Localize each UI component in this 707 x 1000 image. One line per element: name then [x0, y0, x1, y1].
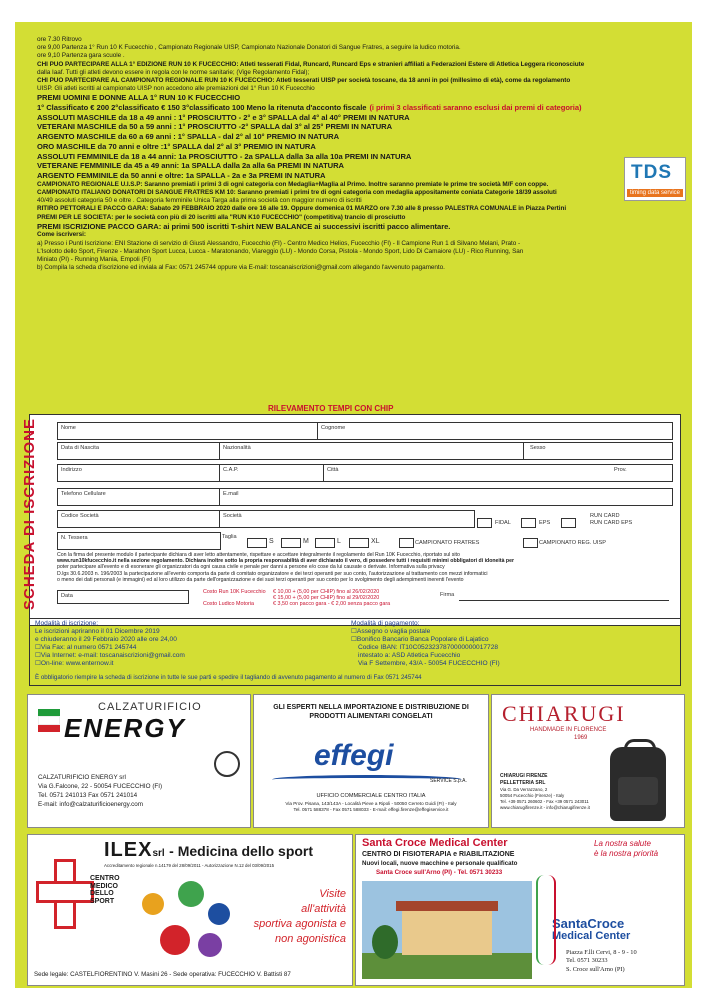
label-tel: Telefono Cellulare	[61, 491, 106, 497]
pag-assegno-text: Assegno o vaglia postale	[356, 627, 431, 635]
check-uisp[interactable]	[523, 538, 538, 548]
info-line	[37, 256, 687, 264]
label-email: E.mail	[223, 491, 239, 497]
info-line-text: L'Isolotto dello Sport, Firenze - Marathon Sport Lucca, Lucca - Maratonando, Viareggio (LU) - Mondo Corsa, Pistola - Mondo Sport, Lido Di Camaiore (LU) - Rico Running, San	[37, 247, 524, 255]
effegi-line: UFFICIO COMMERCIALE CENTRO ITALIA	[316, 793, 426, 799]
info-line	[37, 36, 687, 44]
check-fratres[interactable]	[399, 538, 414, 548]
field-cap[interactable]	[219, 464, 325, 482]
cost-value: € 3,50 con pacco gara - € 2,00 senza pacco gara	[273, 601, 391, 607]
info-line	[37, 103, 687, 113]
ad-santacroce	[355, 834, 685, 986]
label-codice: Codice Società	[61, 513, 99, 519]
opt-fax: ☐Via Fax: al numero 0571 245744	[35, 643, 137, 651]
ilex-brand-text: ILEX	[104, 839, 153, 861]
info-line	[37, 231, 687, 239]
field-citta[interactable]	[323, 464, 673, 482]
effegi-contacts	[260, 793, 482, 814]
label-prov: Prov.	[614, 467, 627, 473]
size-l[interactable]	[315, 538, 335, 548]
privacy-fine-print	[57, 552, 671, 583]
check-fidal[interactable]	[477, 518, 492, 528]
ad-ilex	[27, 834, 353, 986]
field-data-nascita[interactable]	[57, 442, 221, 460]
field-societa[interactable]	[219, 510, 475, 528]
sc-title: Santa Croce Medical Center	[362, 837, 508, 849]
size-m[interactable]	[281, 538, 301, 548]
info-line-text: ASSOLUTI MASCHILE da 18 a 49 anni : 1° PROSCIUTTO - 2° e 3° SPALLA dal 4° al 40° PREMI IN NATURA	[37, 112, 410, 122]
info-line	[37, 161, 687, 171]
slogan-line: all'attività	[301, 902, 346, 915]
info-line-text: ASSOLUTI FEMMINILE da 18 a 44 anni: 1a PROSCIUTTO - 2a SPALLA dalla 3a alla 10a PREMI IN NATURA	[37, 151, 412, 161]
mod-isc-title: Modalità di iscrizione:	[35, 620, 99, 627]
info-line	[37, 214, 687, 222]
energy-top: CALZATURIFICIO	[98, 701, 202, 713]
field-sesso[interactable]	[523, 442, 673, 460]
energy-line: E-mail: info@calzaturificioenergy.com	[38, 801, 143, 809]
info-line	[37, 152, 687, 162]
info-line	[37, 44, 687, 52]
mod-pag-title: Modalità di pagamento:	[351, 620, 420, 627]
slogan-line: non agonistica	[275, 932, 346, 945]
backpack-icon	[610, 747, 666, 821]
sc-addr	[566, 949, 637, 974]
label-firma: Firma	[440, 592, 455, 598]
field-nome[interactable]	[57, 422, 321, 440]
info-line	[37, 122, 687, 132]
cert-icon	[214, 751, 240, 777]
info-line-text: Come iscriversi:	[37, 231, 86, 239]
label-s: S	[269, 538, 274, 545]
size-xl[interactable]	[349, 538, 369, 548]
energy-brand: ENERGY	[64, 713, 186, 743]
opt-internet-text: Via Internet: e-mail: toscanaiscrizioni@gmail.com	[40, 651, 185, 659]
tds-subtitle: timing data service	[627, 189, 683, 197]
label-l: L	[337, 538, 341, 545]
chiarugi-line: Via G. Da Verrazzano, 2	[500, 787, 548, 792]
energy-line: Tel. 0571 241013 Fax 0571 241014	[38, 792, 138, 800]
info-line	[37, 69, 687, 77]
slogan-line: Visite	[319, 888, 346, 900]
info-line-text: UISP. Gli atleti iscritti al campionato UISP non accedono alle premiazioni del 1° Run 10 K Fucecchio	[37, 85, 315, 93]
info-line-text: CHI PUÒ PARTECIPARE AL CAMPIONATO REGIONALE RUN 10 K FUCECCHIO: Atleti tesserati UISP per società toscane, da 18 anni in poi (millesimo di età), come da regolamento	[37, 76, 571, 84]
chiarugi-line: www.chiarugifirenze.it - info@chiarugifirenze.it	[500, 805, 590, 811]
label-nazionalita: Nazionalità	[223, 445, 251, 451]
mod-isc-line: Le iscrizioni apriranno il 01 Dicembre 2019	[35, 627, 160, 635]
ilex-footer: Sede legale: CASTELFIORENTINO V. Masini 26 - Sede operativa: FUCECCHIO V. Battisti 87	[34, 971, 291, 978]
energy-flag-icon	[38, 709, 60, 731]
info-line	[37, 189, 687, 197]
athletes-image	[138, 873, 246, 963]
field-email[interactable]	[219, 488, 673, 506]
pag-iban: Codice IBAN: IT10C0523237870000000017728	[358, 643, 499, 651]
info-line-text: dalla Iaaf. Tutti gli atleti devono essere in regola con le norme sanitarie; (Vige Regolamento Fidal);	[37, 68, 310, 76]
costs-block	[203, 589, 390, 607]
modalita-iscrizione	[35, 620, 185, 667]
sc-brand-2: Medical Center	[552, 929, 631, 942]
info-line-text: Miniato (PI) - Running Mania, Empoli (FI)	[37, 256, 152, 263]
info-line	[37, 77, 687, 85]
info-line	[37, 264, 687, 272]
label-sesso: Sesso	[530, 445, 546, 451]
cost-label: Costo Run 10K Fucecchio	[203, 589, 266, 595]
info-line	[37, 248, 687, 256]
tds-logo	[624, 157, 686, 201]
ilex-auth: Accreditamento regionale n.14179 del 28/09/2011 - Autorizzazione N.12 del 03/09/2015	[104, 863, 275, 868]
ilex-srl: srl	[152, 848, 165, 859]
label-citta: Città	[327, 467, 339, 473]
info-line	[37, 197, 687, 205]
info-line	[37, 85, 687, 93]
sc-sub3: Santa Croce sull'Arno (PI) - Tel. 0571 30233	[376, 869, 503, 876]
cost-label: Costo Ludico Motoria	[203, 601, 254, 607]
pag-bonifico-text: Bonifico Bancario Banca Popolare di Lajatico	[356, 635, 489, 643]
chiarugi-line: CHIARUGI FIRENZE	[500, 773, 548, 779]
sc-sub1: CENTRO DI FISIOTERAPIA e RIABILITAZIONE	[362, 851, 515, 858]
effegi-line: Tel. 0571 588378 - Fax 0571 588033 - E-mail: effegi.firenze@effegiservice.it	[293, 807, 449, 813]
field-telefono[interactable]	[57, 488, 221, 506]
info-line-text: RITIRO PETTORALI E PACCO GARA: Sabato 29 FEBBRAIO 2020 dalle ore 16 alle 19. Oppure domenica 01 MARZO ore 7.30 alle 8 presso PALESTRA COMUNALE in Piazza Pertini	[37, 205, 567, 213]
field-nazionalita[interactable]	[219, 442, 525, 460]
building-image	[362, 881, 532, 979]
info-line	[37, 113, 687, 123]
opt-fax-text: Via Fax: al numero 0571 245744	[40, 643, 137, 651]
chip-timing-title: RILEVAMENTO TEMPI CON CHIP	[268, 404, 394, 413]
ilex-cross-icon	[36, 859, 88, 923]
chiarugi-tag: HANDMADE IN FLORENCE	[530, 727, 607, 733]
ad-energy	[27, 694, 251, 828]
modalita-pagamento	[351, 620, 500, 667]
info-line-text: PREMI PER LE SOCIETÀ: per le società con più di 20 iscritti alla "RUN K10 FUCECCHIO" (competitiva) trancio di prosciutto	[37, 213, 406, 221]
sc-slogan	[594, 839, 658, 860]
label-uisp: CAMPIONATO REG. UISP	[539, 540, 606, 546]
slogan-line: sportiva agonista e	[253, 917, 346, 930]
field-cognome[interactable]	[317, 422, 673, 440]
info-line-text: a) Presso i Punti Iscrizione: ENI Stazione di servizio di Giusti Alessandro, Fucecchio (FI) - Centro Medico Helios, Fucecchio (FI) - Il Campione Run 1 di Silvano Melani, Prato -	[37, 239, 521, 247]
label-nome: Nome	[61, 425, 76, 431]
chiarugi-year: 1969	[574, 735, 588, 741]
check-eps[interactable]	[521, 518, 536, 528]
info-line	[37, 205, 687, 213]
fine-line: Con la firma del presente modulo il partecipante dichiara di aver letto attentamente, rispettare e accettare integralmente il regolamento del Run 10K Fucecchio, riportato sul sito	[57, 552, 460, 558]
chiarugi-line: 50054 Fucecchio (Firenze) - Italy	[500, 793, 565, 799]
cost-ludico	[203, 601, 390, 607]
label-fratres: CAMPIONATO FRATRES	[415, 540, 480, 546]
fine-line: o meno dei dati personali (e immagini) ed al loro utilizzo da parte dell'organizzazione e dei suoi terzi operanti per suo conto per lo svolgimento degli adempimenti inerenti l'evento	[57, 576, 464, 583]
fine-line: D.lgs 30.6.2003 n. 196/2003 la partecipazione all'evento comporta da parte di comitato organizzatore e dei terzi operanti per suo conto, l'autorizzazione al trattamento con mezzi informatici	[57, 570, 488, 577]
field-codice-societa[interactable]	[57, 510, 221, 528]
chiarugi-line: PELLETTERIA SRL	[500, 780, 546, 786]
chiarugi-line: Tel. +39 0571 260602 - Fax +39 0571 243011	[500, 799, 589, 805]
info-line	[37, 132, 687, 142]
effegi-head: GLI ESPERTI NELLA IMPORTAZIONE E DISTRIBUZIONE DI PRODOTTI ALIMENTARI CONGELATI	[273, 704, 469, 721]
signature-line[interactable]	[459, 600, 669, 601]
fine-line: www.run10kfucecchio.it nella sezione regolamento. Dichiara inoltre sotto la propria responsabilità di aver dichiarato il vero, di possedere tutti i requisiti minimi obbligatori di idoneità per	[57, 558, 514, 565]
pag-bonifico: ☐Bonifico Bancario Banca Popolare di Lajatico	[351, 635, 489, 643]
label-societa: Società	[223, 513, 242, 519]
label-eps: EPS	[539, 520, 551, 526]
pag-assegno: ☐Assegno o vaglia postale	[351, 627, 431, 635]
race-info	[37, 36, 687, 272]
ilex-centro: CENTRO MEDICO DELLO SPORT	[90, 875, 120, 906]
label-fidal: FIDAL	[495, 520, 511, 526]
field-data[interactable]	[57, 590, 189, 604]
info-line-text: PREMI ISCRIZIONE PACCO GARA: ai primi 500 iscritti T-shirt NEW BALANCE ai successivi iscritti pacco alimentare.	[37, 221, 451, 231]
field-indirizzo[interactable]	[57, 464, 221, 482]
info-line	[37, 93, 687, 103]
info-line-text: ore 9,10 Partenza gara scuole .	[37, 52, 125, 60]
effegi-brand: effegi	[314, 739, 394, 772]
sc-sub2: Nuovi locali, nuove macchine e personale qualificato	[362, 860, 518, 867]
energy-contacts	[38, 773, 162, 810]
info-line-text: b) Compila la scheda d'iscrizione ed inviala al Fax: 0571 245744 oppure via E-mail: toscanaiscrizioni@gmail.com allegando l'avvenuto pagamento.	[37, 264, 445, 272]
label-m: M	[303, 538, 309, 545]
label-xl: XL	[371, 538, 380, 545]
label-cognome: Cognome	[321, 425, 346, 431]
effegi-sub: SERVICE S.p.A.	[430, 778, 467, 784]
fine-line: poter partecipare all'evento e di esonerare gli organizzatori da ogni causa civile e penale per danni a persone e/o cose da lui causate o derivate. Informativa sulla privacy	[57, 564, 445, 571]
info-line-text: CHI PUÒ PARTECIPARE ALLA 1° EDIZIONE RUN 10 K FUCECCHIO: Atleti tesserati Fidal, Runcard, Runcard Eps e stranieri affiliati a Federazioni Estere di Atletica Leggera riconosciute	[37, 60, 585, 68]
ad-effegi	[253, 694, 489, 828]
info-line	[37, 181, 687, 189]
info-line-text: 1° Classificato € 200 2°classificato € 150 3°classificato 100 Meno la ritenuta d'acconto fiscale	[37, 103, 367, 113]
field-tessera[interactable]	[57, 532, 221, 550]
ilex-title: - Medicina dello sport	[169, 843, 314, 859]
ad-chiarugi	[491, 694, 685, 828]
opt-online: ☐On-line: www.enternow.it	[35, 659, 114, 667]
sc-slogan-line: La nostra salute	[594, 839, 651, 848]
info-line	[37, 52, 687, 60]
sc-brand-1: SantaCroce	[552, 916, 625, 931]
sc-addr-line: Tel. 0571 30233	[566, 957, 608, 965]
pag-via: Via F Settembre, 43/A - 50054 FUCECCHIO (FI)	[358, 659, 500, 667]
opt-online-text: On-line: www.enternow.it	[40, 659, 114, 667]
opt-internet: ☐Via Internet: e-mail: toscanaiscrizioni@gmail.com	[35, 651, 185, 659]
check-runcard[interactable]	[561, 518, 576, 528]
info-line-text: CAMPIONATO ITALIANO DONATORI DI SANGUE FRATRES KM 10: Saranno premiati i primi tre di ogni categoria con medaglia appositamente coniata Categorie 18/39 assoluti	[37, 188, 557, 196]
chiarugi-contacts	[500, 773, 590, 812]
chiarugi-brand: CHIARUGI	[502, 701, 626, 726]
info-line-red: (i primi 3 classificati saranno esclusi dai premi di categoria)	[369, 103, 582, 113]
label-taglia: Taglia	[222, 534, 237, 540]
sc-addr-line: S. Croce sull'Arno (PI)	[566, 965, 625, 973]
effegi-line: Via Prov. Pisana, 143/143A - Località Pieve a Ripoli - 50050 Cerreto Guidi (FI) - Italy	[285, 800, 457, 806]
info-line-text: VETERANI MASCHILE da 50 a 59 anni : 1° PROSCIUTTO -2° SPALLA dal 3° al 25° PREMI IN NATURA	[37, 122, 393, 132]
sc-brand	[552, 917, 630, 942]
sc-slogan-line: è la nostra priorità	[594, 849, 659, 859]
info-line-text: ore 7.30 Ritrovo	[37, 36, 82, 43]
modalita-note: È obbligatorio riempire la scheda di iscrizione in tutte le sue parti e spedire il tagliando di avvenuto pagamento al numero di Fax 0571 245744	[35, 674, 422, 681]
info-line	[37, 142, 687, 152]
form-vertical-title: SCHEDA DI ISCRIZIONE	[21, 418, 38, 610]
info-line	[37, 171, 687, 181]
info-line-text: CAMPIONATO REGIONALE U.I.S.P: Saranno premiati i primi 3 di ogni categoria con Medaglia+Maglia al Primo. Inoltre saranno premiate le prime tre società M/F con coppe.	[37, 180, 549, 188]
mod-isc-line: e chiuderanno il 29 Febbraio 2020 alle ore 24,00	[35, 635, 177, 643]
info-line-text: PREMI UOMINI E DONNE ALLA 1° RUN 10 K FUCECCHIO	[37, 93, 241, 103]
energy-line: Via G.Falcone, 22 - 50054 FUCECCHIO (FI)	[38, 783, 163, 791]
label-nascita: Data di Nascita	[61, 445, 99, 451]
flyer-sheet	[15, 22, 692, 988]
cost-value: € 15,00 + (5,00 per CHIP) fino al 29/02/2020	[273, 595, 380, 601]
label-tessera: N. Tessera	[61, 535, 88, 541]
info-line-text: VETERANE FEMMINILE da 45 a 49 anni: 1a SPALLA dalla 2a alla 6a PREMI IN NATURA	[37, 161, 344, 171]
label-cap: C.A.P.	[223, 467, 239, 473]
pag-intestato: intestato a: ASD Atletica Fucecchio	[358, 651, 461, 659]
label-runcard-eps: RUN CARD EPS	[590, 520, 633, 526]
ilex-brand	[104, 839, 313, 862]
label-data: Data	[61, 593, 73, 599]
size-s[interactable]	[247, 538, 267, 548]
info-line-text: 40/49 assoluti categoria 50 e oltre . Categoria femminile Unica Targa alla prima società con maggior numero di iscritti	[37, 197, 362, 205]
dna-icon	[536, 875, 556, 965]
tds-mark: TDS	[631, 162, 672, 183]
info-line-text: ore 9,00 Partenza 1° Run 10 K Fucecchio , Campionato Regionale UISP, Campionato Nazionale Donatori di Sangue Fratres, a seguire la ludico motoria.	[37, 44, 461, 52]
info-line-text: ARGENTO MASCHILE da 60 a 69 anni : 1° SPALLA - dal 2° al 10° PREMIO IN NATURA	[37, 132, 340, 142]
energy-line: CALZATURIFICIO ENERGY srl	[38, 774, 126, 781]
ilex-slogan	[234, 887, 346, 946]
label-runcard: RUN CARD	[590, 513, 620, 519]
info-line	[37, 61, 687, 69]
info-line-text: ARGENTO FEMMINILE da 50 anni e oltre: 1a SPALLA - 2a e 3a PREMI IN NATURA	[37, 171, 326, 181]
label-indirizzo: Indirizzo	[61, 467, 82, 473]
info-line-text: ORO MASCHILE da 70 anni e oltre :1° SPALLA dal 2° al 3° PREMIO IN NATURA	[37, 141, 316, 151]
cost-value: € 10,00 + (5,00 per CHIP) fino al 26/02/2020	[273, 589, 380, 595]
info-line	[37, 240, 687, 248]
info-line	[37, 222, 687, 232]
sc-addr-line: Piazza F.lli Cervi, 8 - 9 - 10	[566, 949, 637, 956]
